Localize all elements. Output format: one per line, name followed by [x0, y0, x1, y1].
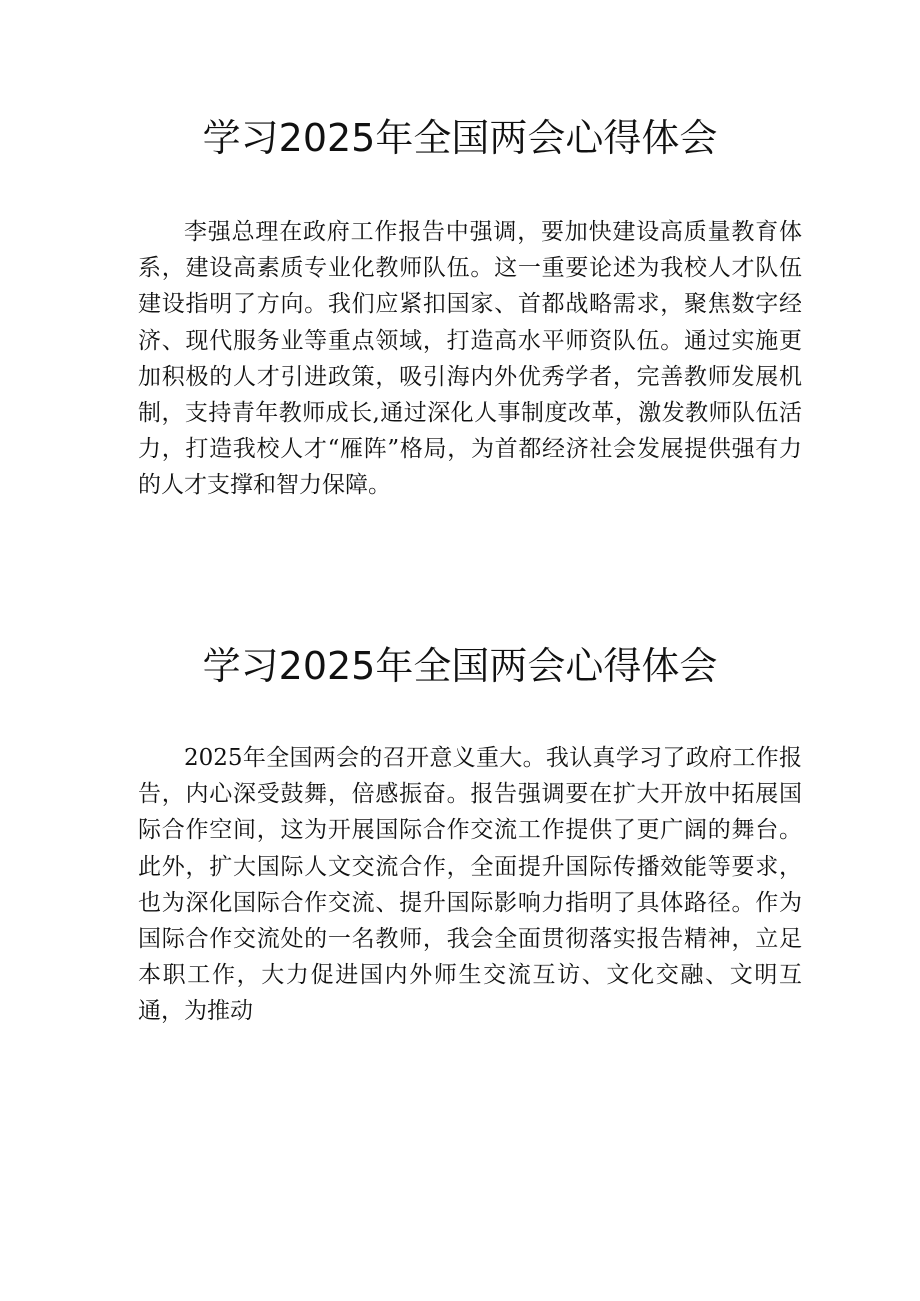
- section-title: 学习2025年全国两会心得体会: [202, 116, 718, 160]
- section-paragraph: 李强总理在政府工作报告中强调，要加快建设高质量教育体系，建设高素质专业化教师队伍。这一重要论述为我校人才队伍建设指明了方向。我们应紧扣国家、首都战略需求，聚焦数字经济、现代服务业等重点领域，打造高水平师资队伍。通过实施更加积极的人才引进政策，吸引海内外优秀学者，完善教师发展机制，支持青年教师成长,通过深化人事制度改革，激发教师队伍活力，打造我校人才“雁阵”格局，为首都经济社会发展提供强有力的人才支撑和智力保障。: [138, 219, 802, 499]
- essay-section-1: [0, 110, 920, 499]
- essay-section-2: [0, 638, 920, 1025]
- section-paragraph: 2025年全国两会的召开意义重大。我认真学习了政府工作报告，内心深受鼓舞，倍感振奋。报告强调要在扩大开放中拓展国际合作空间，这为开展国际合作交流工作提供了更广阔的舞台。此外，扩大国际人文交流合作，全面提升国际传播效能等要求，也为深化国际合作交流、提升国际影响力指明了具体路径。作为国际合作交流处的一名教师，我会全面贯彻落实报告精神，立足本职工作，大力促进国内外师生交流互访、文化交融、文明互通，为推动: [138, 745, 802, 1025]
- section-title: 学习2025年全国两会心得体会: [202, 644, 718, 688]
